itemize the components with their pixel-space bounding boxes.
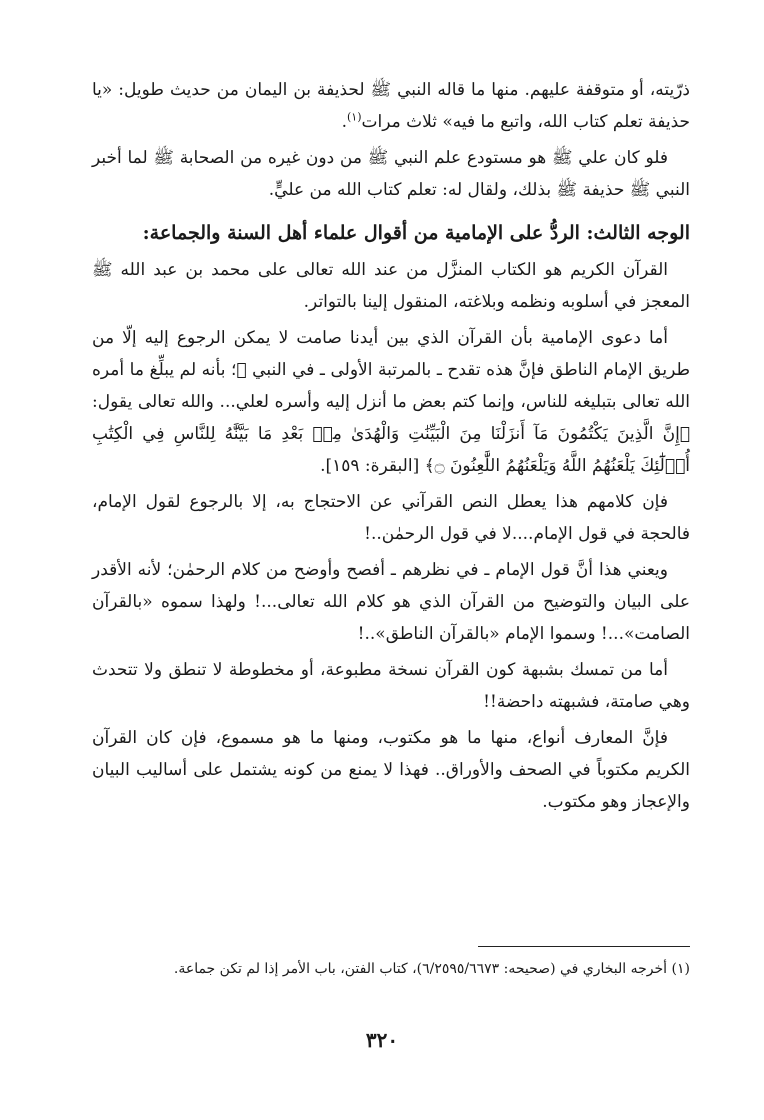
paragraph: القرآن الكريم هو الكتاب المنزَّل من عند الله تعالى على محمد بن عبد الله ﷺ المعجز في أسلوبه ونظمه وبلاغته، المنقول إلينا بالتواتر. bbox=[92, 260, 690, 312]
footnotes-section bbox=[92, 946, 690, 982]
paragraph: فلو كان علي ﷺ هو مستودع علم النبي ﷺ من دون غيره من الصحابة ﷺ لما أخبر النبي ﷺ حذيفة ﷺ بذلك، ولقال له: تعلم كتاب الله من عليٍّ. bbox=[92, 148, 690, 200]
paragraph: أما من تمسك بشبهة كون القرآن نسخة مطبوعة، أو مخطوطة لا تنطق ولا تتحدث وهي صامتة، فشبهته داحضة!! bbox=[92, 660, 690, 712]
footnote bbox=[92, 957, 690, 982]
section-heading: الوجه الثالث: الردُّ على الإمامية من أقوال علماء أهل السنة والجماعة: bbox=[142, 222, 690, 244]
footnote-marker: (١) bbox=[671, 961, 690, 977]
paragraph: ويعني هذا أنَّ قول الإمام ـ في نظرهم ـ أفصح وأوضح من كلام الرحمٰن؛ لأنه الأقدر على البيان والتوضيح من القرآن الذي هو كلام الله تعالى...! ولهذا سموه «بالقرآن الصامت»...! وسموا الإمام «بالقرآن الناطق»..! bbox=[92, 560, 690, 644]
footnote-text: أخرجه البخاري في (صحيحه: ٦/٢٥٩٥/٦٦٧٣)، كتاب الفتن، باب الأمر إذا لم تكن جماعة. bbox=[173, 961, 668, 977]
paragraph bbox=[92, 74, 690, 138]
paragraph: أما دعوى الإمامية بأن القرآن الذي بين أيدنا صامت لا يمكن الرجوع إليه إلّا من طريق الإمام الناطق فإنَّ هذه تقدح ـ بالمرتبة الأولى ـ في النبي ﷺ؛ بأنه لم يبلِّغ ما أمره الله تعالى بتبليغه للناس، وإنما كتم بعض ما أنزل إليه وأسره لعلي... والله تعالى يقول: ﴿إِنَّ الَّذِينَ يَكْتُمُونَ مَآ أَنزَلْنَا مِنَ الْبَيِّنَٰتِ وَالْهُدَىٰ مِنۢ بَعْدِ مَا بَيَّنَّٰهُ لِلنَّاسِ فِي الْكِتَٰبِ أُو۟لَٰٓئِكَ يَلْعَنُهُمُ اللَّهُ وَيَلْعَنُهُمُ اللَّٰعِنُونَ ۝﴾ [البقرة: ١٥٩]. bbox=[92, 328, 690, 476]
footnote-reference: (١) bbox=[346, 110, 362, 124]
main-text-block bbox=[92, 74, 690, 818]
paragraph: فإنَّ المعارف أنواع، منها ما هو مكتوب، ومنها ما هو مسموع، فإن كان القرآن الكريم مكتوباً في الصحف والأوراق.. فهذا لا يمنع من كونه يشتمل على أساليب البيان والإعجاز وهو مكتوب. bbox=[92, 728, 690, 812]
paragraph: فإن كلامهم هذا يعطل النص القرآني عن الاحتجاج به، إلا بالرجوع لقول الإمام، فالحجة في قول الإمام....لا في قول الرحمٰن..! bbox=[92, 492, 690, 544]
page-number: ٣٢٠ bbox=[365, 1028, 399, 1052]
paragraph-end: . bbox=[341, 112, 347, 132]
paragraph-text: ذرّيته، أو متوقفة عليهم. منها ما قاله النبي ﷺ لحذيفة بن اليمان من حديث طويل: «يا حذيفة تعلم كتاب الله، واتبع ما فيه» ثلاث مرات bbox=[92, 80, 690, 132]
footnote-divider bbox=[478, 946, 690, 947]
